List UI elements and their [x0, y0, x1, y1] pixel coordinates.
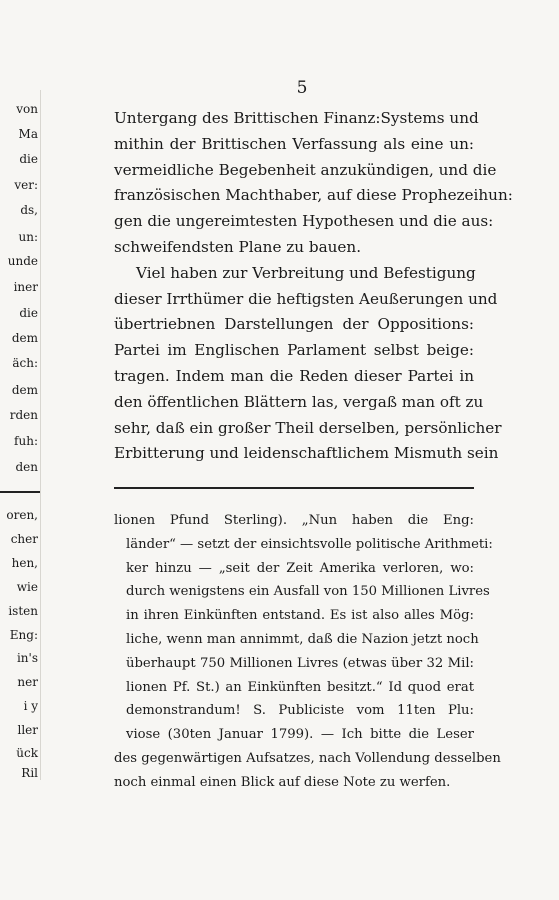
- text-line: vermeidliche Begebenheit anzukündigen, und die: [114, 160, 497, 179]
- text-line: gen die ungereimtesten Hypothesen und die aus:: [114, 212, 494, 231]
- facing-line: die: [19, 306, 38, 320]
- footnote-line: lionen Pfund Sterling). „Nun haben die Eng:: [114, 513, 474, 528]
- footnote-line: überhaupt 750 Millionen Livres (etwas über 32 Mil:: [126, 655, 474, 671]
- facing-line: wie: [16, 580, 38, 594]
- text-line: sehr, daß ein großer Theil derselben, persönlicher: [114, 418, 502, 437]
- facing-line: i y: [23, 699, 38, 713]
- facing-line: von: [16, 102, 38, 116]
- text-line: französischen Machthaber, auf diese Prophezeihun:: [114, 186, 513, 205]
- footnote-divider: [114, 487, 474, 489]
- footnote-line: des gegenwärtigen Aufsatzes, nach Vollendung desselben: [114, 750, 501, 766]
- facing-page-fragment: [0, 90, 41, 780]
- facing-line: die: [19, 152, 38, 166]
- footnote-line: lionen Pf. St.) an Einkünften besitzt.“ Id quod erat: [126, 679, 474, 695]
- facing-line: in's: [16, 651, 38, 665]
- facing-page-rule: [0, 491, 40, 493]
- facing-line: ver:: [14, 178, 38, 192]
- facing-line: fuh:: [14, 434, 38, 448]
- text-line: Partei im Englischen Parlament selbst beige:: [114, 341, 474, 360]
- facing-line: Ril: [21, 766, 38, 780]
- facing-line: Ma: [18, 127, 38, 141]
- facing-line: dem: [11, 331, 38, 345]
- facing-line: ds,: [20, 203, 38, 217]
- facing-line: ück: [16, 746, 38, 760]
- text-line: Untergang des Brittischen Finanz:Systems und: [114, 109, 479, 127]
- footnote-line: viose (30ten Januar 1799). — Ich bitte die Leser: [126, 727, 474, 743]
- footnote-line: länder“ — setzt der einsichtsvolle politische Arithmeti:: [126, 536, 493, 552]
- facing-line: oren,: [6, 508, 38, 522]
- facing-line: ner: [17, 675, 38, 689]
- page-number: 5: [296, 78, 308, 98]
- text-line: schweifendsten Plane zu bauen.: [114, 237, 362, 256]
- facing-line: iner: [13, 280, 38, 294]
- body-text: [114, 106, 513, 467]
- text-line: dieser Irrthümer die heftigsten Aeußerungen und: [114, 289, 498, 308]
- footnote-line: durch wenigstens ein Ausfall von 150 Millionen Livres: [126, 584, 490, 600]
- facing-line: Eng:: [9, 628, 38, 642]
- facing-line: rden: [9, 408, 38, 422]
- footnote-line: noch einmal einen Blick auf diese Note zu werfen.: [114, 774, 451, 790]
- text-line: Erbitterung und leidenschaftlichem Mismuth sein: [114, 444, 499, 463]
- facing-line: isten: [8, 604, 38, 618]
- facing-line: un:: [18, 230, 38, 244]
- footnote: [114, 509, 501, 795]
- text-line: Viel haben zur Verbreitung und Befestigung: [136, 263, 476, 282]
- footnote-line: liche, wenn man annimmt, daß die Nazion jetzt noch: [126, 631, 479, 647]
- text-line: den öffentlichen Blättern las, vergaß man oft zu: [114, 392, 484, 411]
- facing-line: dem: [11, 383, 38, 397]
- facing-line: unde: [7, 254, 38, 268]
- facing-line: ller: [17, 723, 38, 737]
- facing-line: cher: [10, 532, 38, 546]
- facing-line: hen,: [11, 556, 38, 570]
- facing-line: den: [15, 460, 38, 474]
- footnote-line: demonstrandum! S. Publiciste vom 11ten Plu:: [126, 703, 474, 719]
- text-line: tragen. Indem man die Reden dieser Partei in: [114, 366, 474, 385]
- footnote-line: in ihren Einkünften entstand. Es ist also alles Mög:: [126, 608, 474, 624]
- text-line: mithin der Brittischen Verfassung als eine un:: [114, 134, 474, 153]
- facing-line: äch:: [12, 356, 38, 370]
- text-line: übertriebnen Darstellungen der Oppositions:: [114, 315, 474, 334]
- footnote-line: ker hinzu — „seit der Zeit Amerika verloren, wo:: [126, 560, 474, 576]
